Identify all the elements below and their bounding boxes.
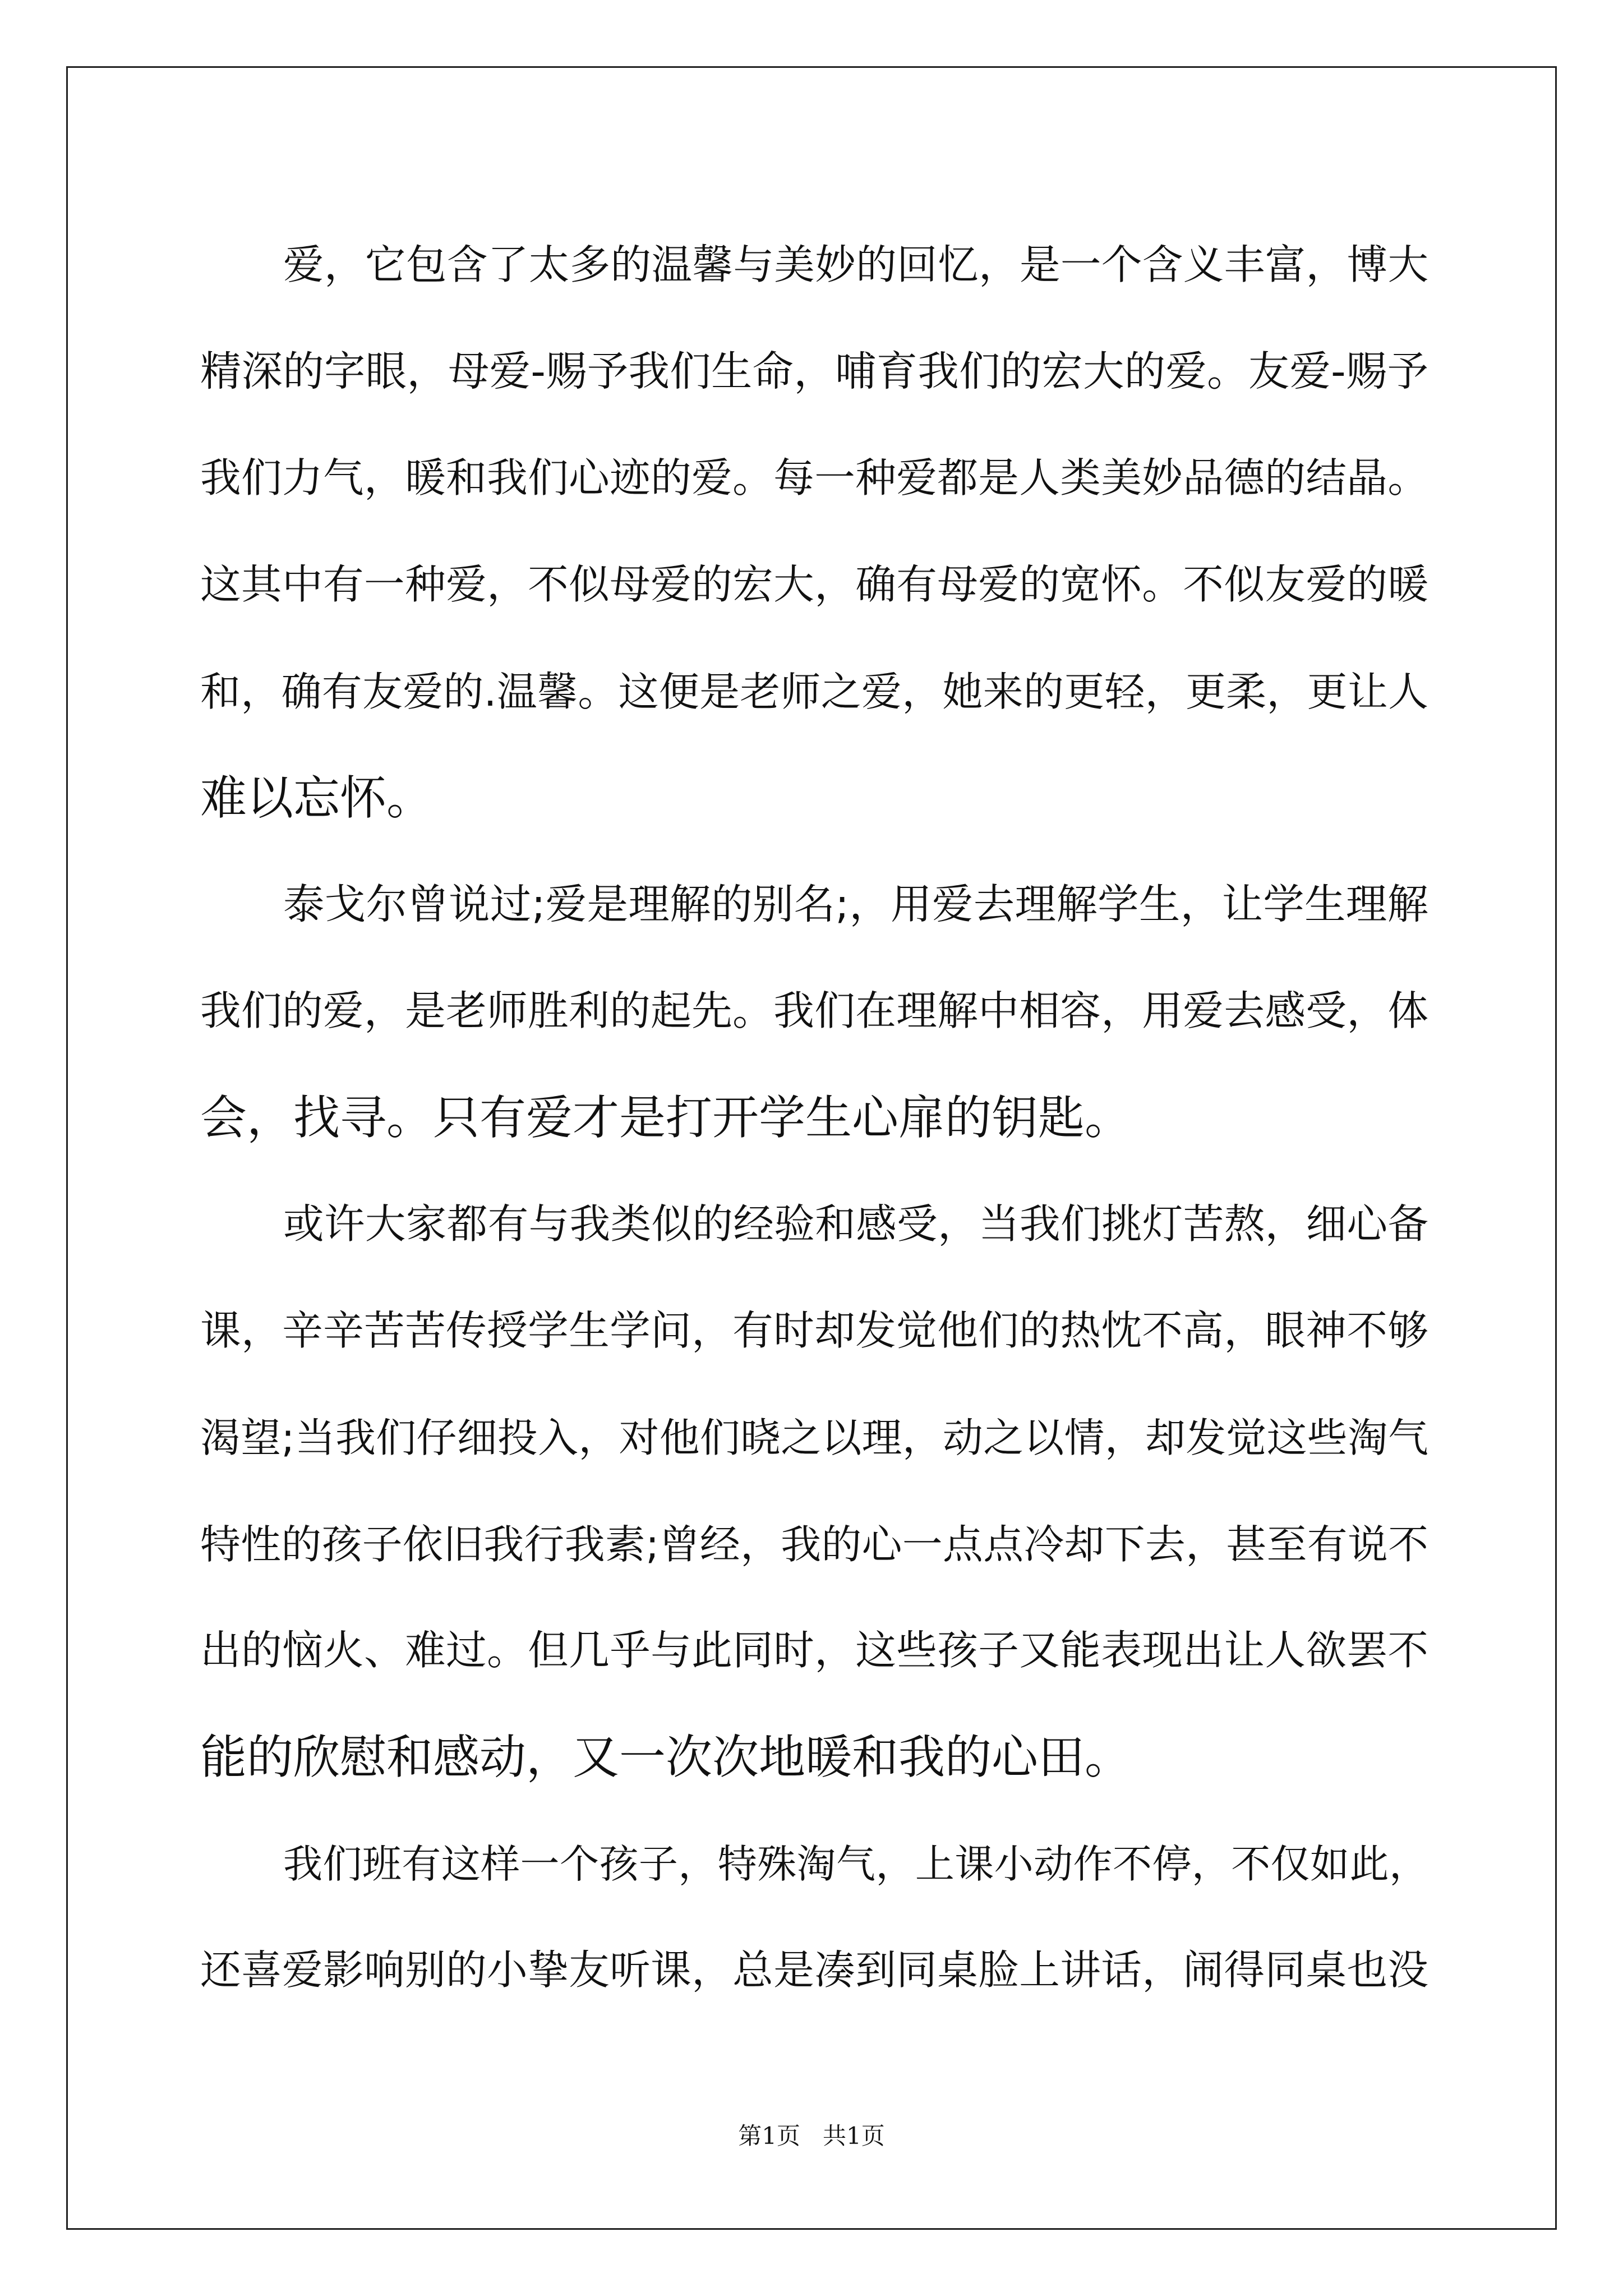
page-number-current: 第1页 xyxy=(738,2122,800,2150)
text-line: 出的恼火、难过。但几乎与此同时，这些孩子又能表现出让人欲罢不 xyxy=(200,1627,1428,1674)
text-line: 这其中有一种爱，不似母爱的宏大，确有母爱的宽怀。不似友爱的暖 xyxy=(200,562,1428,609)
text-line: 渴望;当我们仔细投入，对他们晓之以理，动之以情，却发觉这些淘气 xyxy=(200,1414,1428,1461)
text-line: 和，确有友爱的.温馨。这便是老师之爱，她来的更轻，更柔，更让人 xyxy=(200,668,1428,715)
text-line: 还喜爱影响别的小挚友听课，总是凑到同桌脸上讲话，闹得同桌也没 xyxy=(200,1947,1428,1994)
text-line: 课，辛辛苦苦传授学生学问，有时却发觉他们的热忱不高，眼神不够 xyxy=(200,1308,1428,1355)
document-body xyxy=(200,212,1428,2024)
text-line: 我们班有这样一个孩子，特殊淘气，上课小动作不停，不仅如此， xyxy=(283,1841,1428,1887)
text-line: 能的欣慰和感动，又一次次地暖和我的心田。 xyxy=(200,1730,1131,1784)
text-line: 会，找寻。只有爱才是打开学生心扉的钥匙。 xyxy=(200,1091,1131,1145)
text-line: 难以忘怀。 xyxy=(200,771,433,825)
text-line: 我们的爱，是老师胜利的起先。我们在理解中相容，用爱去感受，体 xyxy=(200,988,1428,1035)
text-line: 爱，它包含了太多的温馨与美妙的回忆，是一个含义丰富，博大 xyxy=(283,242,1428,289)
page-number-total: 共1页 xyxy=(823,2122,885,2150)
text-line: 我们力气，暖和我们心迹的爱。每一种爱都是人类美妙品德的结晶。 xyxy=(200,455,1428,502)
text-line: 泰戈尔曾说过;爱是理解的别名;，用爱去理解学生，让学生理解 xyxy=(283,881,1428,928)
text-line: 或许大家都有与我类似的经验和感受，当我们挑灯苦熬，细心备 xyxy=(283,1201,1428,1248)
text-line: 精深的字眼，母爱-赐予我们生命，哺育我们的宏大的爱。友爱-赐予 xyxy=(200,348,1428,395)
page-footer xyxy=(0,2119,1623,2153)
text-line: 特性的孩子依旧我行我素;曾经，我的心一点点冷却下去，甚至有说不 xyxy=(200,1521,1428,1568)
